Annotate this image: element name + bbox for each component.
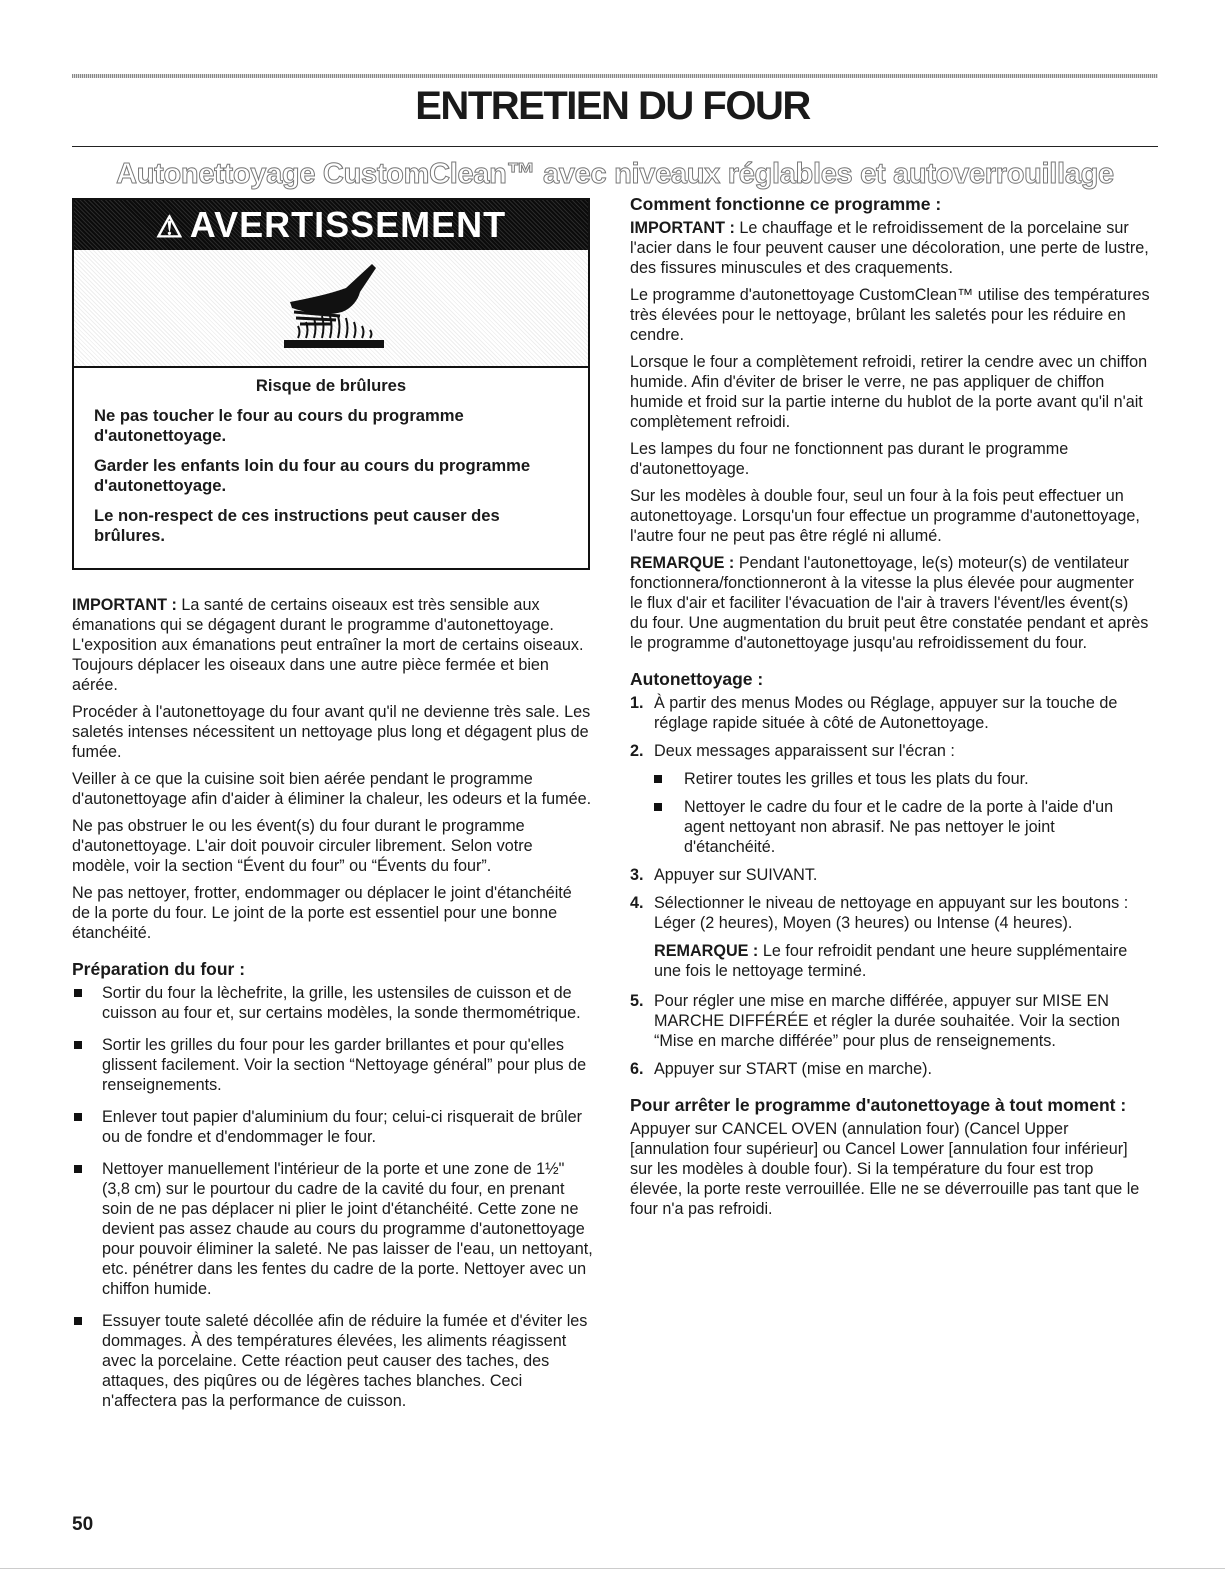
warning-pictogram-panel bbox=[74, 250, 588, 368]
page-title: ENTRETIEN DU FOUR bbox=[415, 84, 810, 128]
prep-bullet: Essuyer toute saleté décollée afin de réduire la fumée et d'éviter les dommages. À des températures élevées, les aliments réagissent avec la porcelaine. Cette réaction peut causer des taches, des attaques, des piqûres ou de légères taches blanches. Ceci n'affectera pas la performance de cuisson. bbox=[72, 1311, 594, 1411]
prep-bullet: Sortir les grilles du four pour les garder brillantes et pour qu'elles glissent facilement. Voir la section “Nettoyage général” pour plus de renseignements. bbox=[72, 1035, 594, 1095]
title-rule bbox=[72, 146, 1158, 147]
step-item: 2. Deux messages apparaissent sur l'écran : bbox=[630, 742, 955, 760]
warning-box bbox=[72, 198, 590, 570]
warning-header bbox=[74, 200, 588, 250]
section-subtitle: Autonettoyage CustomClean™ avec niveaux réglables et autoverrouillage bbox=[116, 158, 1114, 190]
paragraph: Le programme d'autonettoyage CustomClean™ utilise des températures très élevées pour le nettoyage, brûlant les saletés pour les réduire en cendre. bbox=[630, 286, 1150, 344]
prep-heading: Préparation du four : bbox=[72, 959, 246, 979]
stop-heading: Pour arrêter le programme d'autonettoyage à tout moment : bbox=[630, 1095, 1127, 1115]
warning-line: Ne pas toucher le four au cours du programme d'autonettoyage. bbox=[94, 406, 464, 445]
prep-bullet: Nettoyer manuellement l'intérieur de la porte et une zone de 1½" (3,8 cm) sur le pourtour du cadre de la cavité du four, en prenant soin de ne pas déplacer ni plier le joint d'étanchéité. Cette zone ne devient pas assez chaude au cours du programme d'autonettoyage pour pouvoir éliminer la saleté. Ne pas laisser de l'eau, un nettoyant, etc. pénétrer dans les fentes du cadre de la porte. Nettoyer avec un chiffon humide. bbox=[72, 1159, 594, 1299]
important-porcelain-paragraph: IMPORTANT : Le chauffage et le refroidissement de la porcelaine sur l'acier dans le four peuvent causer une décoloration, une perte de lustre, des fissures minuscules et des craquements. bbox=[630, 219, 1149, 277]
step-item: 4. Sélectionner le niveau de nettoyage en appuyant sur les boutons : Léger (2 heures), Moyen (3 heures) ou Intense (4 heures). bbox=[630, 894, 1129, 932]
warning-line: Le non-respect de ces instructions peut causer des brûlures. bbox=[94, 506, 500, 545]
paragraph: Veiller à ce que la cuisine soit bien aérée pendant le programme d'autonettoyage afin d'aider à éliminer la chaleur, les odeurs et la fumée. bbox=[72, 770, 592, 808]
prep-bullet: Sortir du four la lèchefrite, la grille, les ustensiles de cuisson et de cuisson au four et, sur certains modèles, la sonde thermométrique. bbox=[72, 983, 594, 1023]
paragraph: Procéder à l'autonettoyage du four avant qu'il ne devienne très sale. Les saletés intenses nécessitent un nettoyage plus long et dégagent plus de fumée. bbox=[72, 703, 591, 761]
warning-triangle-icon: ⚠ bbox=[155, 211, 184, 244]
step-item: 5. Pour régler une mise en marche différée, appuyer sur MISE EN MARCHE DIFFÉRÉE et régler la durée souhaitée. Voir la section “Mise en marche différée” pour plus de renseignements. bbox=[630, 992, 1121, 1050]
page-number: 50 bbox=[72, 1514, 94, 1535]
autoclean-heading: Autonettoyage : bbox=[630, 669, 764, 689]
step-levels: Léger (2 heures), Moyen (3 heures) ou Intense (4 heures). bbox=[654, 914, 1073, 932]
warning-header-label: AVERTISSEMENT bbox=[189, 204, 507, 245]
step-item: 1. À partir des menus Modes ou Réglage, appuyer sur la touche de réglage rapide située à côté de Autonettoyage. bbox=[630, 694, 1118, 732]
remark-paragraph: REMARQUE : Pendant l'autonettoyage, le(s) moteur(s) de ventilateur fonctionnera/fonctionneront à la vitesse la plus élevée pour augmenter le flux d'air et faciliter l'évacuation de l'air à travers l'évent/les évent(s) du four. Une augmentation du bruit peut être constatée pendant et après le programme d'autonettoyage jusqu'au refroidissement du four. bbox=[630, 554, 1149, 652]
prep-bullet: Enlever tout papier d'aluminium du four; celui-ci risquerait de brûler ou de fondre et d'endommager le four. bbox=[72, 1107, 594, 1147]
top-rule bbox=[72, 74, 1158, 78]
warning-text bbox=[94, 376, 568, 556]
how-heading: Comment fonctionne ce programme : bbox=[630, 194, 942, 214]
stop-paragraph: Appuyer sur CANCEL OVEN (annulation four) (Cancel Upper [annulation four supérieur] ou Cancel Lower [annulation four inférieur] sur les modèles à double four). Si la température du four est trop élevée, la porte reste verrouillée. Elle ne se déverrouille pas tant que le four n'a pas refroidi. bbox=[630, 1120, 1140, 1218]
hot-surface-hand-icon bbox=[280, 258, 390, 354]
step-remark: REMARQUE : Le four refroidit pendant une heure supplémentaire une fois le nettoyage terminé. bbox=[654, 942, 1128, 980]
step-item: 6. Appuyer sur START (mise en marche). bbox=[630, 1060, 932, 1078]
step-sub-bullet: Retirer toutes les grilles et tous les plats du four. bbox=[630, 769, 1150, 789]
important-birds-paragraph: IMPORTANT : La santé de certains oiseaux est très sensible aux émanations qui se dégagent durant le programme d'autonettoyage. L'exposition aux émanations peut entraîner la mort de certains oiseaux. Toujours déplacer les oiseaux dans une autre pièce fermée et bien aérée. bbox=[72, 596, 584, 694]
warning-line: Garder les enfants loin du four au cours du programme d'autonettoyage. bbox=[94, 456, 531, 495]
paragraph: Ne pas obstruer le ou les évent(s) du four durant le programme d'autonettoyage. L'air doit pouvoir circuler librement. Selon votre modèle, voir la section “Évent du four” ou “Évents du four”. bbox=[72, 817, 533, 875]
paragraph: Les lampes du four ne fonctionnent pas durant le programme d'autonettoyage. bbox=[630, 440, 1069, 478]
warning-risk: Risque de brûlures bbox=[255, 376, 407, 395]
paragraph: Ne pas nettoyer, frotter, endommager ou déplacer le joint d'étanchéité de la porte du four. Le joint de la porte est essentiel pour une bonne étanchéité. bbox=[72, 884, 572, 942]
paragraph: Lorsque le four a complètement refroidi, retirer la cendre avec un chiffon humide. Afin d'éviter de briser le verre, ne pas appliquer de chiffon humide et froid sur la partie interne du hublot de la porte avant qu'il n'ait complètement refroidi. bbox=[630, 353, 1148, 431]
paragraph: Sur les modèles à double four, seul un four à la fois peut effectuer un autonettoyage. Lorsqu'un four effectue un programme d'autonettoyage, l'autre four ne peut pas être réglé ni allumé. bbox=[630, 487, 1140, 545]
bottom-rule bbox=[0, 1568, 1225, 1569]
right-column bbox=[630, 194, 1150, 1226]
left-column bbox=[72, 595, 594, 1423]
step-item: 3. Appuyer sur SUIVANT. bbox=[630, 866, 818, 884]
step-sub-bullet: Nettoyer le cadre du four et le cadre de la porte à l'aide d'un agent nettoyant non abrasif. Ne pas nettoyer le joint d'étanchéité. bbox=[630, 797, 1150, 857]
